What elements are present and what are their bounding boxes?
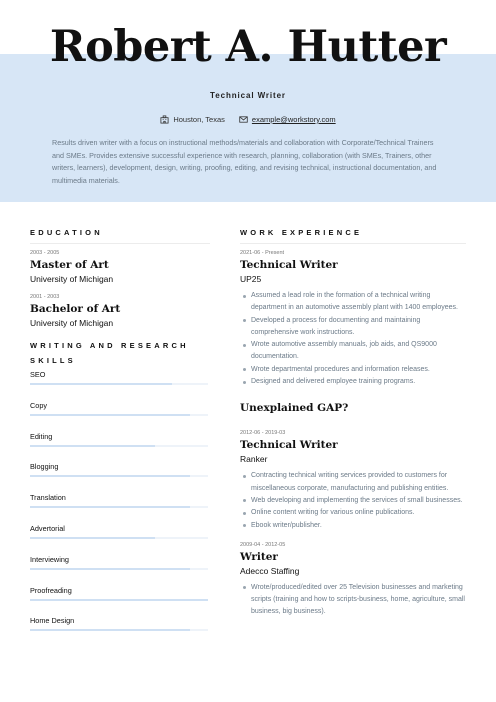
job-entry	[240, 250, 466, 388]
skills-heading: WRITING AND RESEARCH SKILLS	[30, 341, 189, 365]
skill-item	[30, 432, 210, 463]
job-bullet: Assumed a lead role in the formation of a technical writing department in an automotive assembly plant with 1400 employees.	[240, 290, 466, 315]
job-bullet: Wrote/produced/edited over 25 Television businesses and marketing scripts (training and how to scripts-business, home, agriculture, small business, big business).	[240, 582, 466, 619]
skill-bar-fill	[30, 414, 190, 416]
education-list	[30, 250, 210, 328]
school-name: University of Michigan	[30, 274, 114, 284]
skill-item	[30, 524, 210, 555]
skill-bar-fill	[30, 537, 155, 539]
education-date: 2003 - 2005	[30, 250, 60, 256]
skill-name: SEO	[30, 370, 46, 379]
company-name: Ranker	[240, 454, 268, 465]
school-name: University of Michigan	[30, 318, 114, 328]
job-role: Writer	[240, 550, 278, 563]
skill-bar-fill	[30, 475, 190, 477]
skill-name: Proofreading	[30, 585, 72, 595]
skill-bar-fill	[30, 568, 190, 570]
jobs-list	[240, 250, 466, 388]
skill-bar-track	[30, 537, 208, 539]
skill-item	[30, 370, 210, 401]
skill-bar-track	[30, 629, 208, 631]
degree-title: Master of Art	[30, 259, 109, 271]
envelope-icon	[239, 115, 248, 124]
skill-item	[30, 462, 210, 493]
skill-bar-track	[30, 383, 208, 385]
skill-bar-track	[30, 445, 208, 447]
email-item[interactable]	[239, 115, 336, 124]
job-bullet: Online content writing for various online publications.	[240, 507, 466, 519]
skill-name: Blogging	[30, 462, 59, 472]
job-role: Technical Writer	[240, 259, 338, 271]
job-bullet: Developed a process for documenting and maintaining comprehensive work instructions.	[240, 315, 466, 340]
left-column	[30, 228, 210, 647]
job-bullet: Designed and delivered employee training programs.	[240, 376, 466, 388]
skill-bar-fill	[30, 445, 155, 447]
skill-bar-track	[30, 506, 208, 508]
skill-item	[30, 401, 210, 432]
skill-bar-track	[30, 475, 208, 477]
education-entry	[30, 250, 210, 284]
job-entry	[240, 542, 466, 619]
skill-item	[30, 555, 210, 586]
skill-item	[30, 586, 210, 617]
skill-name: Advertorial	[30, 523, 65, 533]
skill-name: Editing	[30, 431, 53, 441]
job-date: 2012-06 - 2019-03	[240, 430, 286, 437]
jobs-after-gap-list	[240, 430, 466, 618]
job-role: Technical Writer	[240, 439, 338, 452]
skill-bar-fill	[30, 383, 172, 385]
education-entry	[30, 294, 210, 328]
experience-heading: WORK EXPERIENCE	[240, 228, 466, 244]
job-date: 2021-06 - Present	[240, 250, 285, 256]
degree-title: Bachelor of Art	[30, 303, 121, 315]
job-bullet: Wrote automotive assembly manuals, job aids, and QS9000 documentation.	[240, 339, 466, 364]
professional-summary: Results driven writer with a focus on instructional methods/materials and collaboration with Corporate/Technical Trainers and SMEs. Provides extensive successful experience with research, planning, collaboration (with SMEs, Trainers, other writers, learners), development, design, writing, proofing, editing, and revising technical, instructional documentation, and multimedia materials.	[52, 138, 437, 185]
job-bullet: Contracting technical writing services provided to customers for miscellaneous corporate, manufacturing and publishing entities.	[240, 470, 466, 495]
skill-bar-track	[30, 599, 208, 601]
skill-name: Translation	[30, 493, 66, 503]
job-date: 2009-04 - 2012-05	[240, 541, 286, 548]
job-bullet: Ebook writer/publisher.	[240, 520, 466, 532]
job-bullet: Web developing and implementing the services of small businesses.	[240, 495, 466, 507]
skill-bar-fill	[30, 506, 190, 508]
email-link[interactable]: example@workstory.com	[251, 115, 336, 124]
building-icon	[160, 115, 169, 124]
location-item	[160, 115, 225, 124]
gap-heading: Unexplained GAP?	[240, 402, 349, 415]
job-bullets	[240, 470, 466, 531]
candidate-name: Robert A. Hutter	[49, 22, 447, 72]
job-title: Technical Writer	[210, 91, 286, 100]
skill-item	[30, 493, 210, 524]
job-bullets	[240, 290, 466, 388]
company-name: UP25	[240, 274, 262, 284]
company-name: Adecco Staffing	[240, 565, 300, 576]
skill-bar-track	[30, 414, 208, 416]
education-heading: EDUCATION	[30, 228, 210, 244]
contact-info	[0, 115, 496, 124]
skill-item	[30, 616, 210, 647]
job-bullets	[240, 582, 466, 619]
skill-bar-fill	[30, 599, 208, 601]
skill-bar-track	[30, 568, 208, 570]
job-bullet: Wrote departmental procedures and information releases.	[240, 364, 466, 376]
education-date: 2001 - 2003	[30, 294, 60, 300]
right-column	[240, 228, 466, 629]
job-entry	[240, 430, 466, 531]
location-text: Houston, Texas	[173, 115, 225, 124]
skill-name: Copy	[30, 400, 48, 410]
skill-bar-fill	[30, 629, 190, 631]
skill-name: Home Design	[30, 616, 75, 626]
skill-name: Interviewing	[30, 554, 69, 564]
skills-list	[30, 370, 210, 647]
